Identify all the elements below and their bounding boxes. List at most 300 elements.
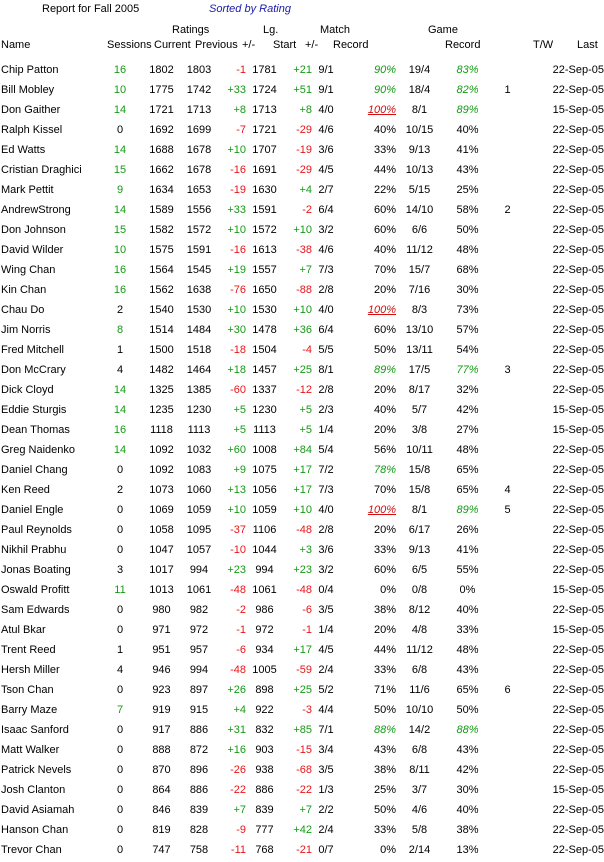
- start-change: +3: [299, 544, 312, 556]
- previous-rating: 1083: [186, 464, 212, 476]
- last-date: 22-Sep-05: [552, 384, 604, 396]
- sessions: 0: [116, 764, 124, 776]
- match-record: 0/4: [318, 584, 334, 596]
- match-pct: 44%: [373, 644, 396, 656]
- sessions: 8: [116, 324, 124, 336]
- last-date: 22-Sep-05: [552, 244, 604, 256]
- match-record: 7/1: [318, 724, 334, 736]
- player-name: Daniel Chang: [1, 464, 68, 476]
- match-pct: 0%: [380, 584, 396, 596]
- rating-change: -16: [230, 164, 246, 176]
- match-pct: 40%: [373, 404, 396, 416]
- game-record: 2/14: [408, 844, 431, 856]
- player-name: Don McCrary: [1, 364, 66, 376]
- start-change: +85: [293, 724, 312, 736]
- game-record: 13/10: [405, 324, 434, 336]
- table-row: [0, 240, 604, 260]
- previous-rating: 982: [189, 604, 209, 616]
- sessions: 4: [116, 364, 124, 376]
- game-pct: 58%: [456, 204, 479, 216]
- player-name: Daniel Engle: [1, 504, 64, 516]
- last-date: 15-Sep-05: [552, 624, 604, 636]
- start-change: +84: [293, 444, 312, 456]
- start-change: -21: [296, 844, 312, 856]
- last-date: 22-Sep-05: [552, 124, 604, 136]
- last-date: 22-Sep-05: [552, 364, 604, 376]
- game-record: 17/5: [408, 364, 431, 376]
- rating-change: -2: [236, 604, 246, 616]
- start-change: +23: [293, 564, 312, 576]
- start-change: -88: [296, 284, 312, 296]
- last-date: 22-Sep-05: [552, 64, 604, 76]
- player-name: Eddie Sturgis: [1, 404, 67, 416]
- game-pct: 89%: [456, 504, 479, 516]
- match-record: 9/1: [318, 84, 334, 96]
- game-pct: 41%: [456, 144, 479, 156]
- tw: 2: [504, 204, 511, 216]
- match-record: 5/4: [318, 444, 334, 456]
- game-pct: 89%: [456, 104, 479, 116]
- sessions: 14: [113, 144, 127, 156]
- game-pct: 30%: [456, 284, 479, 296]
- current-rating: 1482: [149, 364, 174, 376]
- game-pct: 77%: [456, 364, 479, 376]
- current-rating: 1721: [149, 104, 174, 116]
- match-record: 0/7: [318, 844, 334, 856]
- current-rating: 864: [152, 784, 171, 796]
- sessions: 15: [113, 224, 127, 236]
- match-record: 7/3: [318, 264, 334, 276]
- previous-rating: 1518: [186, 344, 212, 356]
- game-record: 15/7: [408, 264, 431, 276]
- game-pct: 65%: [456, 464, 479, 476]
- last-date: 22-Sep-05: [552, 144, 604, 156]
- game-record: 4/8: [411, 624, 428, 636]
- game-pct: 40%: [456, 124, 479, 136]
- player-name: Matt Walker: [1, 744, 60, 756]
- start-change: +17: [293, 464, 312, 476]
- tw: [492, 800, 523, 820]
- game-pct: 68%: [456, 264, 479, 276]
- tw: [492, 560, 523, 580]
- game-record: 5/7: [411, 404, 428, 416]
- table-row: [0, 440, 604, 460]
- start-change: -2: [302, 204, 312, 216]
- start-rating: 922: [255, 704, 274, 716]
- sessions: 1: [116, 644, 124, 656]
- start-change: -48: [296, 584, 312, 596]
- rating-change: -22: [230, 784, 246, 796]
- rating-change: -18: [230, 344, 246, 356]
- previous-rating: 1638: [186, 284, 212, 296]
- start-rating: 938: [255, 764, 274, 776]
- sessions: 10: [113, 84, 127, 96]
- tw: [492, 220, 523, 240]
- tw: [492, 460, 523, 480]
- match-pct: 100%: [367, 504, 396, 516]
- current-rating: 1662: [149, 164, 174, 176]
- current-rating: 888: [152, 744, 171, 756]
- table-row: [0, 700, 604, 720]
- sessions: 2: [116, 484, 124, 496]
- start-rating: 1781: [252, 64, 277, 76]
- match-pct: 33%: [373, 664, 396, 676]
- rating-change: +10: [227, 224, 246, 236]
- rating-change: +26: [227, 684, 246, 696]
- sessions: 0: [116, 504, 124, 516]
- tw: 6: [504, 684, 511, 696]
- player-name: Chip Patton: [1, 64, 59, 76]
- last-date: 22-Sep-05: [552, 504, 604, 516]
- sessions: 0: [116, 744, 124, 756]
- current-rating: 946: [152, 664, 171, 676]
- last-date: 15-Sep-05: [552, 784, 604, 796]
- current-rating: 819: [152, 824, 171, 836]
- match-record: 2/7: [318, 184, 334, 196]
- table-row: [0, 780, 604, 800]
- last-date: 22-Sep-05: [552, 344, 604, 356]
- tw: [492, 640, 523, 660]
- match-record: 3/2: [318, 224, 334, 236]
- game-record: 6/6: [411, 224, 428, 236]
- start-rating: 934: [255, 644, 274, 656]
- table-row: [0, 340, 604, 360]
- previous-rating: 1484: [186, 324, 212, 336]
- start-rating: 903: [255, 744, 274, 756]
- player-name: Oswald Profitt: [1, 584, 70, 596]
- start-rating: 1613: [252, 244, 277, 256]
- match-pct: 0%: [380, 844, 396, 856]
- game-pct: 40%: [456, 604, 479, 616]
- table-row: [0, 720, 604, 740]
- table-row: [0, 740, 604, 760]
- table-row: [0, 640, 604, 660]
- match-pct: 40%: [373, 124, 396, 136]
- player-name: Bill Mobley: [1, 84, 55, 96]
- game-pct: 40%: [456, 804, 479, 816]
- rating-change: +60: [227, 444, 246, 456]
- game-pct: 26%: [456, 524, 479, 536]
- tw: [492, 720, 523, 740]
- table-row: [0, 200, 604, 220]
- rating-change: -10: [230, 544, 246, 556]
- tw: [492, 620, 523, 640]
- table-row: [0, 140, 604, 160]
- player-name: Chau Do: [1, 304, 45, 316]
- match-pct: 78%: [373, 464, 396, 476]
- start-rating: 1106: [252, 524, 277, 536]
- game-record: 11/6: [409, 684, 430, 696]
- col-sessions: Sessions: [107, 39, 152, 51]
- match-pct: 60%: [373, 224, 396, 236]
- game-record: 6/17: [408, 524, 431, 536]
- start-rating: 886: [255, 784, 274, 796]
- player-name: Patrick Nevels: [1, 764, 72, 776]
- game-record: 14/10: [405, 204, 434, 216]
- current-rating: 980: [152, 604, 171, 616]
- match-pct: 20%: [373, 424, 396, 436]
- current-rating: 1325: [149, 384, 174, 396]
- last-date: 22-Sep-05: [552, 684, 604, 696]
- player-name: Mark Pettit: [1, 184, 54, 196]
- game-pct: 48%: [456, 244, 479, 256]
- last-date: 22-Sep-05: [552, 764, 604, 776]
- game-pct: 82%: [456, 84, 479, 96]
- last-date: 22-Sep-05: [552, 664, 604, 676]
- match-pct: 90%: [373, 84, 396, 96]
- table-row: [0, 300, 604, 320]
- match-group-header: Match: [320, 24, 350, 36]
- start-change: +36: [293, 324, 312, 336]
- table-row: [0, 320, 604, 340]
- rating-change: +30: [227, 324, 246, 336]
- previous-rating: 1230: [186, 404, 212, 416]
- tw: [492, 400, 523, 420]
- current-rating: 1500: [149, 344, 174, 356]
- game-pct: 42%: [456, 404, 479, 416]
- player-name: Cristian Draghici: [1, 164, 82, 176]
- sessions: 0: [116, 804, 124, 816]
- current-rating: 971: [152, 624, 171, 636]
- sessions: 0: [116, 604, 124, 616]
- game-record: 8/1: [411, 504, 428, 516]
- game-pct: 65%: [456, 684, 479, 696]
- game-pct: 30%: [456, 784, 479, 796]
- player-name: Wing Chan: [1, 264, 56, 276]
- rating-change: +23: [227, 564, 246, 576]
- rating-change: -7: [236, 124, 246, 136]
- game-pct: 41%: [456, 544, 479, 556]
- sessions: 0: [116, 124, 124, 136]
- game-pct: 38%: [456, 824, 479, 836]
- player-name: Nikhil Prabhu: [1, 544, 67, 556]
- tw: [492, 140, 523, 160]
- table-row: [0, 680, 604, 700]
- game-record: 10/15: [405, 124, 434, 136]
- player-name: Trent Reed: [1, 644, 56, 656]
- match-pct: 33%: [373, 824, 396, 836]
- match-pct: 89%: [373, 364, 396, 376]
- rating-change: -1: [236, 624, 246, 636]
- start-rating: 1113: [253, 424, 276, 436]
- game-record: 0/8: [411, 584, 428, 596]
- start-rating: 1059: [252, 504, 277, 516]
- previous-rating: 1572: [186, 224, 212, 236]
- start-change: -6: [302, 604, 312, 616]
- player-name: Jim Norris: [1, 324, 51, 336]
- rating-change: +33: [227, 84, 246, 96]
- game-pct: 57%: [456, 324, 479, 336]
- sessions: 7: [116, 704, 124, 716]
- match-record: 1/4: [318, 424, 334, 436]
- rating-change: -76: [230, 284, 246, 296]
- tw: [492, 160, 523, 180]
- col-previous: Previous: [195, 39, 238, 51]
- table-row: [0, 600, 604, 620]
- rating-change: +10: [227, 144, 246, 156]
- player-name: Fred Mitchell: [1, 344, 64, 356]
- game-pct: 48%: [456, 644, 479, 656]
- previous-rating: 897: [189, 684, 209, 696]
- player-name: Don Gaither: [1, 104, 61, 116]
- current-rating: 1589: [149, 204, 174, 216]
- tw: [492, 660, 523, 680]
- current-rating: 870: [152, 764, 171, 776]
- match-pct: 38%: [373, 604, 396, 616]
- start-rating: 777: [255, 824, 274, 836]
- start-change: -68: [296, 764, 312, 776]
- start-change: +8: [299, 104, 312, 116]
- tw: [492, 760, 523, 780]
- table-row: [0, 580, 604, 600]
- match-record: 6/4: [318, 204, 334, 216]
- player-name: Paul Reynolds: [1, 524, 72, 536]
- game-pct: 42%: [456, 764, 479, 776]
- match-record: 3/5: [318, 604, 334, 616]
- rating-change: +8: [233, 104, 246, 116]
- match-pct: 71%: [373, 684, 396, 696]
- rating-change: +31: [227, 724, 246, 736]
- start-change: +25: [293, 684, 312, 696]
- previous-rating: 1678: [186, 164, 212, 176]
- start-change: +7: [299, 264, 312, 276]
- sessions: 16: [113, 264, 127, 276]
- match-pct: 100%: [367, 304, 396, 316]
- tw: [492, 540, 523, 560]
- rating-change: -48: [230, 584, 246, 596]
- match-record: 3/2: [318, 564, 334, 576]
- last-date: 22-Sep-05: [552, 484, 604, 496]
- game-pct: 13%: [456, 844, 479, 856]
- tw: [492, 600, 523, 620]
- match-record: 2/8: [318, 284, 334, 296]
- previous-rating: 1095: [186, 524, 212, 536]
- game-record: 8/17: [408, 384, 431, 396]
- start-rating: 1061: [252, 584, 277, 596]
- match-record: 4/6: [318, 244, 334, 256]
- previous-rating: 1059: [186, 504, 212, 516]
- previous-rating: 1545: [186, 264, 212, 276]
- previous-rating: 886: [189, 784, 209, 796]
- match-record: 3/6: [318, 144, 334, 156]
- start-rating: 839: [255, 804, 274, 816]
- rating-change: +5: [233, 404, 246, 416]
- table-row: [0, 840, 604, 860]
- sessions: 0: [116, 524, 124, 536]
- match-record: 4/4: [318, 704, 334, 716]
- current-rating: 1692: [149, 124, 174, 136]
- match-record: 3/4: [318, 744, 334, 756]
- current-rating: 1775: [149, 84, 174, 96]
- current-rating: 1013: [149, 584, 174, 596]
- start-rating: 1691: [252, 164, 277, 176]
- table-row: [0, 660, 604, 680]
- match-record: 2/4: [318, 664, 334, 676]
- start-change: -29: [296, 124, 312, 136]
- table-row: [0, 280, 604, 300]
- game-pct: 48%: [456, 444, 479, 456]
- league-group-header: Lg.: [263, 24, 279, 36]
- match-record: 2/3: [318, 404, 334, 416]
- start-change: -48: [296, 524, 312, 536]
- start-rating: 986: [255, 604, 274, 616]
- sessions: 15: [113, 164, 127, 176]
- match-pct: 44%: [373, 164, 396, 176]
- previous-rating: 1556: [186, 204, 212, 216]
- tw: [492, 240, 523, 260]
- last-date: 22-Sep-05: [552, 304, 604, 316]
- sessions: 0: [116, 824, 124, 836]
- table-row: [0, 460, 604, 480]
- current-rating: 1058: [149, 524, 174, 536]
- previous-rating: 1591: [186, 244, 212, 256]
- last-date: 22-Sep-05: [552, 744, 604, 756]
- rating-change: -6: [236, 644, 246, 656]
- current-rating: 917: [152, 724, 171, 736]
- start-change: +51: [293, 84, 312, 96]
- tw: [492, 700, 523, 720]
- sessions: 16: [113, 284, 127, 296]
- tw: [492, 380, 523, 400]
- start-change: +7: [299, 804, 312, 816]
- previous-rating: 994: [189, 664, 209, 676]
- start-rating: 1707: [252, 144, 277, 156]
- player-name: Jonas Boating: [1, 564, 71, 576]
- game-record: 6/5: [411, 564, 428, 576]
- game-pct: 65%: [456, 484, 479, 496]
- tw: [492, 280, 523, 300]
- player-name: Tson Chan: [1, 684, 54, 696]
- player-name: Sam Edwards: [1, 604, 70, 616]
- match-pct: 50%: [373, 804, 396, 816]
- tw: [492, 180, 523, 200]
- match-pct: 25%: [373, 784, 396, 796]
- previous-rating: 1113: [187, 424, 211, 436]
- player-name: Dick Cloyd: [1, 384, 54, 396]
- current-rating: 1540: [149, 304, 174, 316]
- current-rating: 923: [152, 684, 171, 696]
- game-record: 18/4: [408, 84, 431, 96]
- game-record: 9/13: [408, 544, 431, 556]
- game-record: 10/13: [405, 164, 434, 176]
- sessions: 14: [113, 384, 127, 396]
- last-date: 15-Sep-05: [552, 104, 604, 116]
- previous-rating: 915: [189, 704, 209, 716]
- col-current: Current: [154, 39, 191, 51]
- game-record: 10/10: [405, 704, 434, 716]
- sessions: 14: [113, 104, 127, 116]
- previous-rating: 1060: [186, 484, 212, 496]
- last-date: 22-Sep-05: [552, 724, 604, 736]
- start-rating: 1630: [252, 184, 277, 196]
- start-change: +4: [299, 184, 312, 196]
- match-record: 2/8: [318, 524, 334, 536]
- sessions: 0: [116, 724, 124, 736]
- match-pct: 100%: [367, 104, 396, 116]
- previous-rating: 1057: [186, 544, 212, 556]
- match-pct: 43%: [373, 744, 396, 756]
- last-date: 22-Sep-05: [552, 164, 604, 176]
- start-rating: 1713: [252, 104, 277, 116]
- start-rating: 1721: [252, 124, 277, 136]
- start-rating: 1005: [252, 664, 277, 676]
- match-record: 4/0: [318, 304, 334, 316]
- start-change: -15: [296, 744, 312, 756]
- previous-rating: 758: [189, 844, 209, 856]
- tw: 5: [504, 504, 511, 516]
- game-pct: 32%: [456, 384, 479, 396]
- table-row: [0, 800, 604, 820]
